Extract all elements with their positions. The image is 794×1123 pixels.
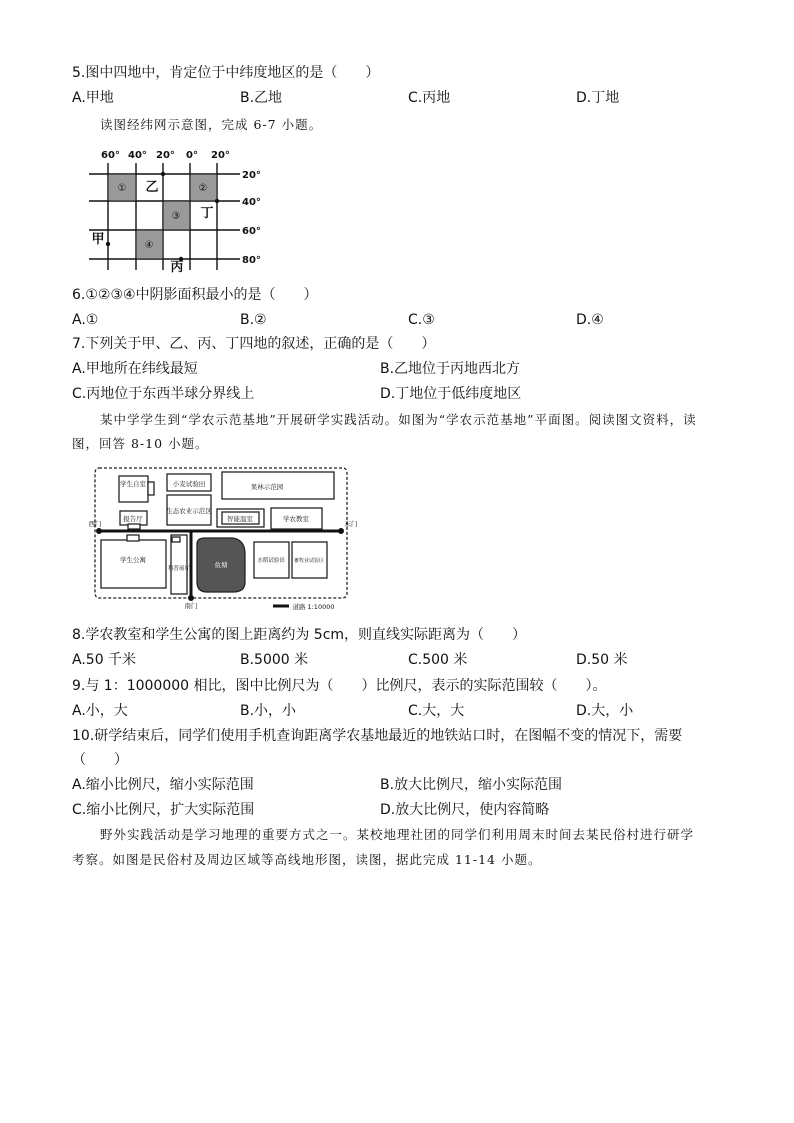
q5-option-c: C.丙地: [408, 90, 451, 106]
lon-label-0: 0°: [186, 150, 198, 161]
q5-option-a: A.甲地: [72, 90, 114, 106]
intro-6-7: 读图经纬网示意图，完成 6-7 小题。: [100, 117, 323, 132]
intro-11-14-line2: 考察。如图是民俗村及周边区域等高线地形图，读图，据此完成 11-14 小题。: [72, 852, 542, 867]
q10-option-b: B.放大比例尺，缩小实际范围: [380, 777, 563, 793]
q6-option-d: D.④: [576, 312, 604, 328]
q5-option-d: D.丁地: [576, 90, 620, 106]
room-rice-field: 水稻试验田: [257, 558, 285, 564]
q10-stem: 10.研学结束后，同学们使用手机查询距离学农基地最近的地铁站口时，在图幅不变的情况下，需要: [72, 728, 683, 744]
q8-stem: 8.学农教室和学生公寓的图上距离约为 5cm，则直线实际距离为（ ）: [72, 627, 527, 643]
q8-option-a: A.50 千米: [72, 652, 137, 668]
q10-option-c: C.缩小比例尺，扩大实际范围: [72, 802, 255, 818]
place-label-yi: 乙: [145, 180, 159, 195]
q9-stem: 9.与 1：1000000 相比，图中比例尺为（ ）比例尺，表示的实际范围较（ ）。: [72, 678, 607, 694]
shaded-label-4: ④: [144, 240, 154, 251]
q6-option-c: C.③: [408, 312, 435, 328]
q9-option-d: D.大，小: [576, 703, 634, 719]
room-report-hall: 报告厅: [123, 515, 143, 523]
lon-label-60w: 60°: [101, 150, 120, 161]
gate-west: 西门: [88, 520, 102, 528]
lat-label-40: 40°: [242, 197, 261, 208]
q8-option-d: D.50 米: [576, 652, 628, 668]
q9-option-a: A.小，大: [72, 703, 128, 719]
q6-option-a: A.①: [72, 312, 99, 328]
lat-label-20: 20°: [242, 170, 261, 181]
room-fish-pond: 鱼塘: [214, 561, 228, 569]
q10-option-a: A.缩小比例尺，缩小实际范围: [72, 777, 254, 793]
map-scale: 1:10000: [307, 603, 335, 611]
q5-stem: 5.图中四地中，肯定位于中纬度地区的是（ ）: [72, 65, 380, 81]
q8-option-c: C.500 米: [408, 652, 468, 668]
q5-option-b: B.乙地: [240, 90, 283, 106]
q10-stem-blank: （ ）: [72, 752, 128, 768]
lon-label-20e: 20°: [211, 150, 230, 161]
room-wheat-field: 小麦试验田: [172, 480, 206, 488]
room-smart-greenhouse: 智能温室: [227, 515, 253, 523]
room-classroom: 学农教室: [283, 515, 309, 523]
gate-east: 东门: [344, 520, 358, 528]
q8-option-b: B.5000 米: [240, 652, 309, 668]
room-apartment: 学生公寓: [120, 556, 146, 564]
q6-option-b: B.②: [240, 312, 267, 328]
place-label-bing: 丙: [170, 260, 184, 275]
place-label-ding: 丁: [200, 206, 214, 221]
farm-base-plan-map: [85, 462, 358, 614]
q7-option-a: A.甲地所在纬线最短: [72, 361, 198, 377]
q9-option-c: C.大，大: [408, 703, 465, 719]
q7-option-b: B.乙地位于丙地西北方: [380, 361, 521, 377]
lat-label-80: 80°: [242, 255, 261, 266]
q10-option-d: D.放大比例尺，使内容简略: [380, 802, 550, 818]
q7-option-d: D.丁地位于低纬度地区: [380, 386, 522, 402]
lat-long-grid-map: [85, 143, 265, 273]
room-eco-agri: 生态农业示范区: [166, 507, 212, 515]
room-student-office: 学生自室: [120, 480, 146, 488]
lon-label-40w: 40°: [128, 150, 147, 161]
lon-label-20w: 20°: [156, 150, 175, 161]
lat-label-60: 60°: [242, 226, 261, 237]
room-orchard: 果林示范园: [250, 483, 284, 491]
gate-south: 南门: [184, 602, 198, 610]
shaded-label-2: ②: [198, 183, 208, 194]
place-label-jia: 甲: [91, 232, 105, 247]
intro-8-10-line2: 图，回答 8-10 小题。: [72, 436, 209, 451]
q6-stem: 6.①②③④中阴影面积最小的是（ ）: [72, 287, 318, 303]
room-livestock: 畜牧业试验区: [293, 558, 325, 564]
room-science-hall: 科普展厅: [167, 566, 191, 572]
intro-11-14-line1: 野外实践活动是学习地理的重要方式之一。某校地理社团的同学们利用周末时间去某民俗村进行研学: [100, 827, 695, 842]
q7-stem: 7.下列关于甲、乙、丙、丁四地的叙述，正确的是（ ）: [72, 336, 436, 352]
intro-8-10-line1: 某中学学生到“学农示范基地”开展研学实践活动。如图为“学农示范基地”平面图。阅读图文资料，读: [100, 412, 697, 427]
q7-option-c: C.丙地位于东西半球分界线上: [72, 386, 255, 402]
q9-option-b: B.小，小: [240, 703, 297, 719]
shaded-label-3: ③: [171, 211, 181, 222]
legend-road-label: 道路: [292, 603, 306, 611]
shaded-label-1: ①: [117, 183, 127, 194]
